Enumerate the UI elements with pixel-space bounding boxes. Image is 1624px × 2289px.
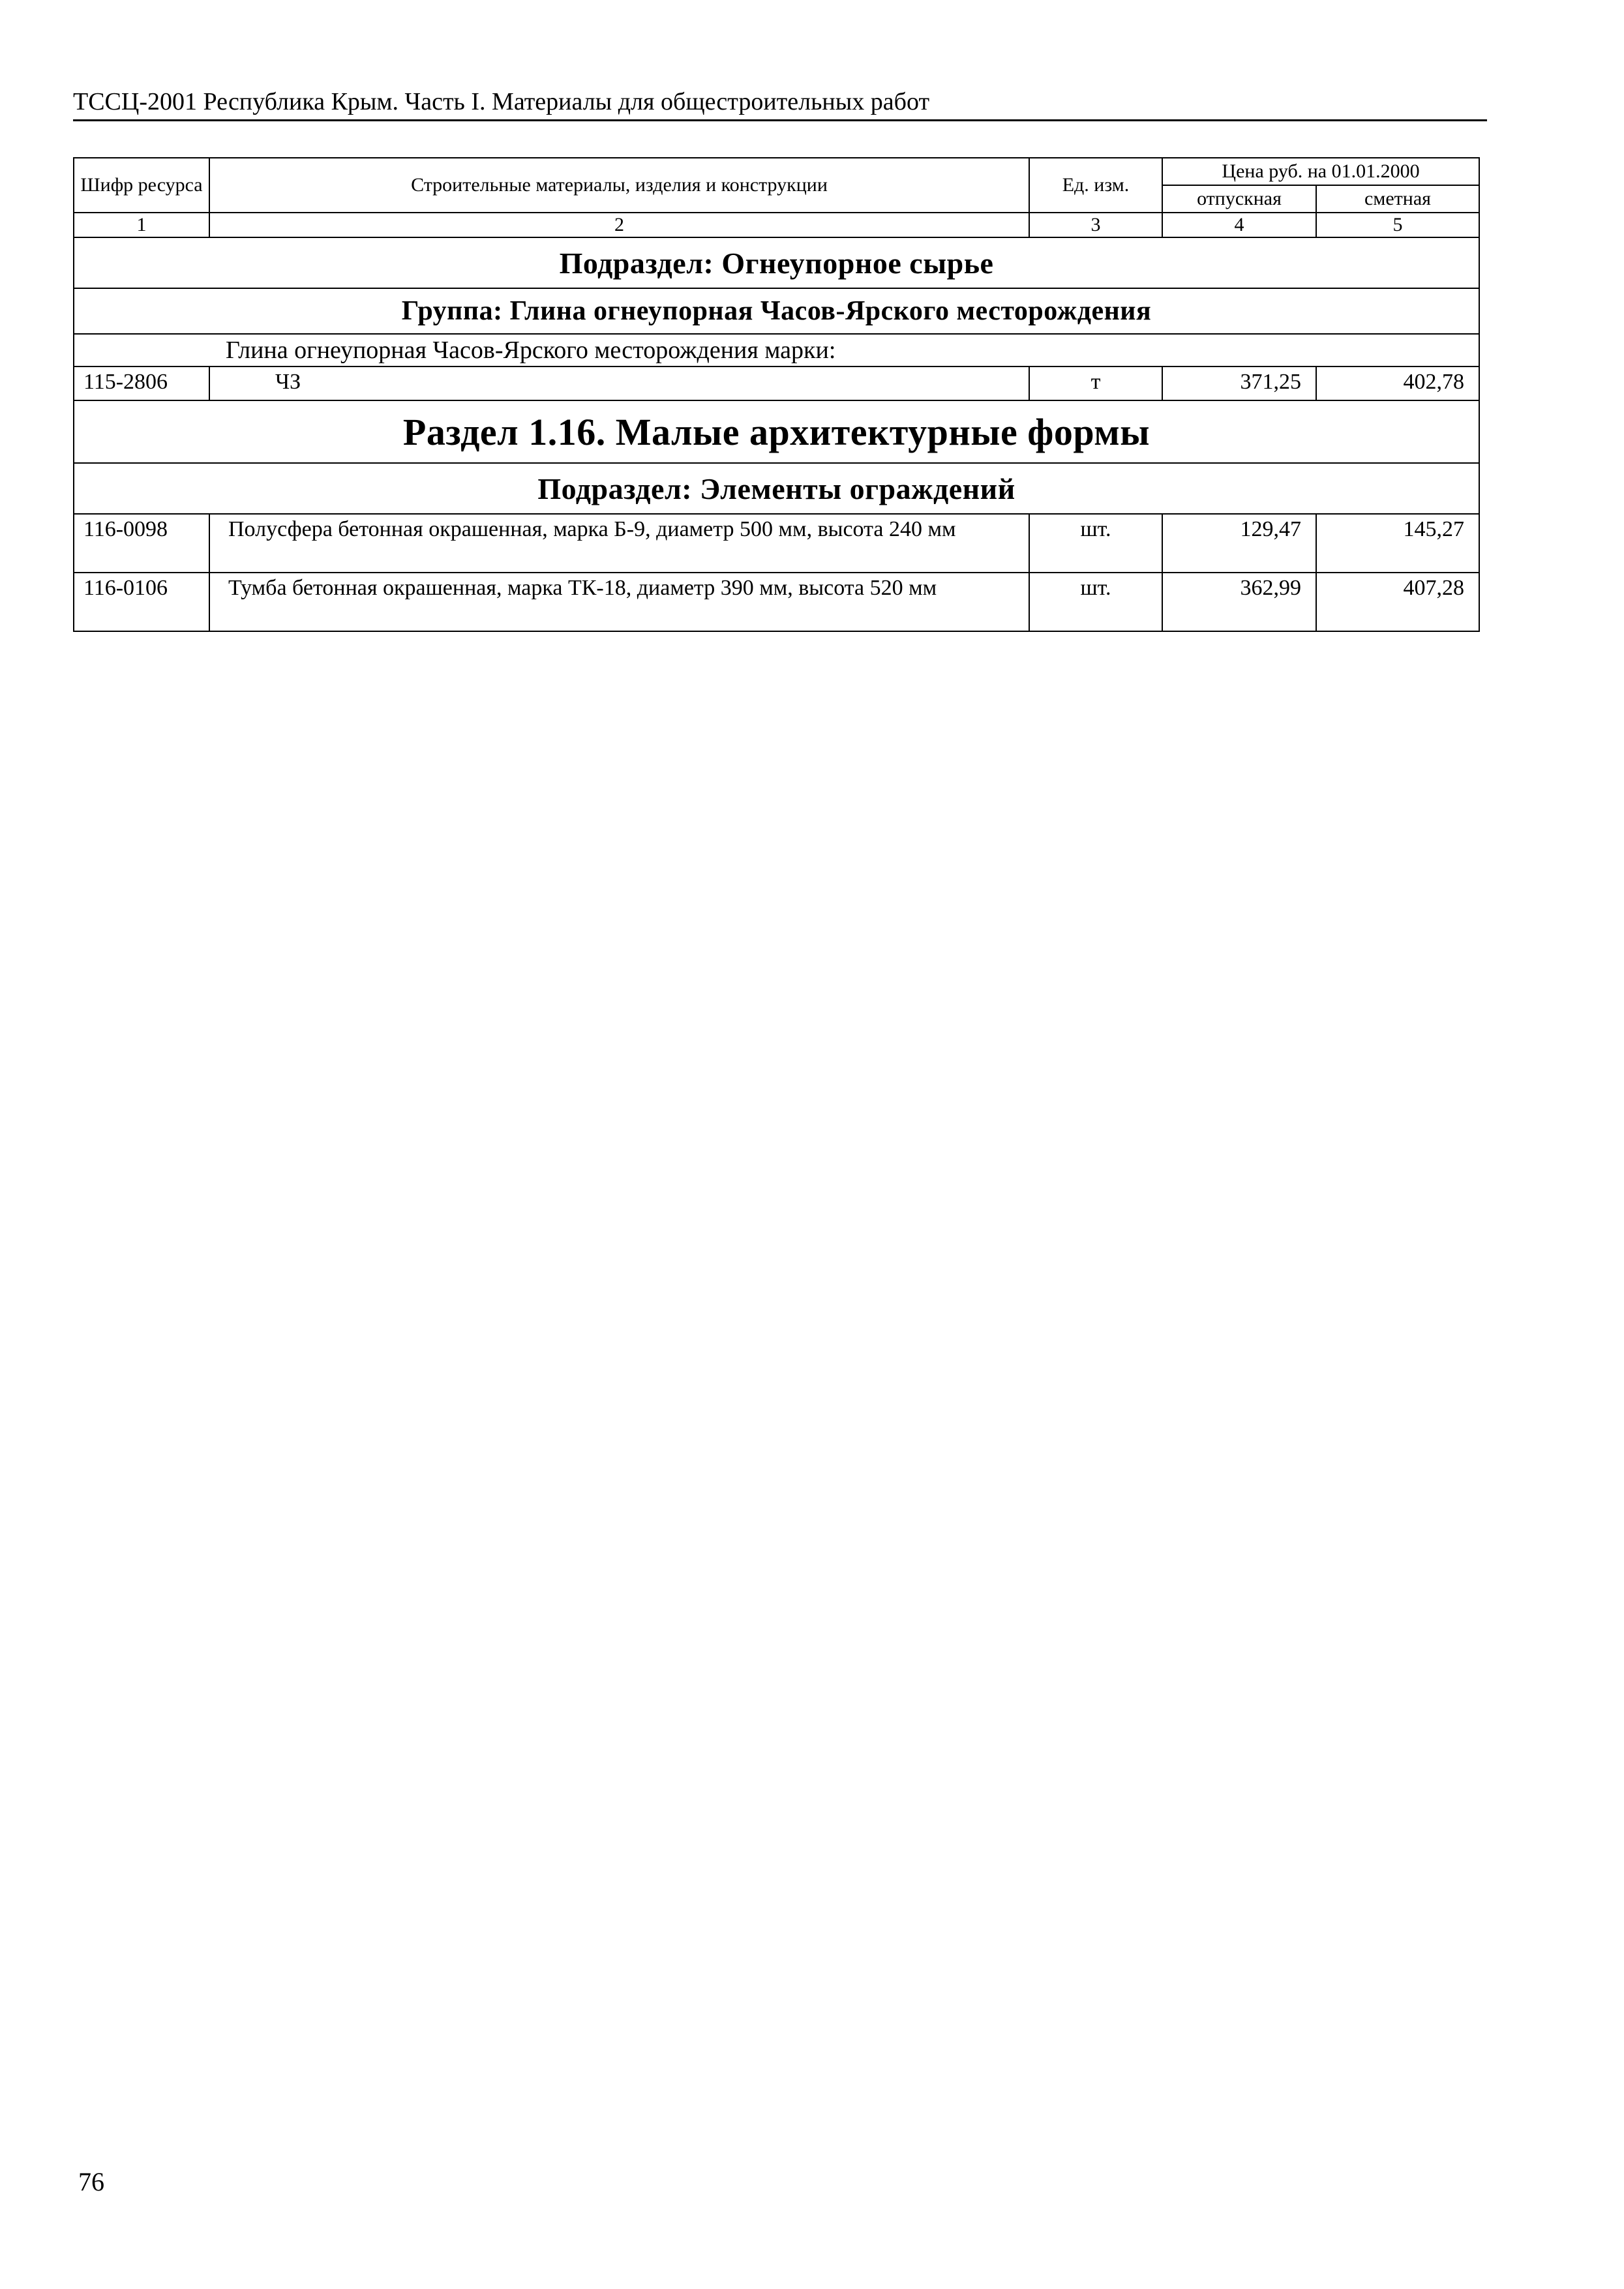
row-price-estimate: 145,27 bbox=[1316, 514, 1479, 573]
column-number-row bbox=[74, 213, 1479, 237]
group-title: Группа: Глина огнеупорная Часов-Ярского месторождения bbox=[74, 288, 1479, 334]
row-price-release: 371,25 bbox=[1162, 367, 1316, 400]
header-code: Шифр ресурса bbox=[74, 158, 209, 213]
row-code: 116-0106 bbox=[74, 573, 209, 631]
row-price-release: 129,47 bbox=[1162, 514, 1316, 573]
header-rule bbox=[73, 119, 1487, 121]
group-row bbox=[74, 288, 1479, 334]
row-name: Полусфера бетонная окрашенная, марка Б-9, диаметр 500 мм, высота 240 мм bbox=[209, 514, 1029, 573]
row-code: 116-0098 bbox=[74, 514, 209, 573]
header-price-estimate: сметная bbox=[1316, 185, 1479, 213]
subsection-row bbox=[74, 237, 1479, 288]
table-row bbox=[74, 573, 1479, 631]
header-unit: Ед. изм. bbox=[1029, 158, 1162, 213]
column-number-3: 3 bbox=[1029, 213, 1162, 237]
row-unit: шт. bbox=[1029, 573, 1162, 631]
row-unit: шт. bbox=[1029, 514, 1162, 573]
column-number-4: 4 bbox=[1162, 213, 1316, 237]
row-name: ЧЗ bbox=[209, 367, 1029, 400]
column-number-2: 2 bbox=[209, 213, 1029, 237]
table-header-row bbox=[74, 158, 1479, 185]
group-intro-row bbox=[74, 334, 1479, 367]
row-price-estimate: 407,28 bbox=[1316, 573, 1479, 631]
subsection-title: Подраздел: Огнеупорное сырье bbox=[74, 237, 1479, 288]
header-price-group: Цена руб. на 01.01.2000 bbox=[1162, 158, 1479, 185]
section-row bbox=[74, 400, 1479, 463]
page-header-title: ТССЦ-2001 Республика Крым. Часть I. Материалы для общестроительных работ bbox=[73, 88, 930, 115]
section-title: Раздел 1.16. Малые архитектурные формы bbox=[74, 400, 1479, 463]
subsection-title: Подраздел: Элементы ограждений bbox=[74, 463, 1479, 514]
header-name: Строительные материалы, изделия и конструкции bbox=[209, 158, 1029, 213]
page-number: 76 bbox=[78, 2167, 104, 2196]
column-number-1: 1 bbox=[74, 213, 209, 237]
subsection-row bbox=[74, 463, 1479, 514]
header-price-release: отпускная bbox=[1162, 185, 1316, 213]
table-row bbox=[74, 514, 1479, 573]
row-price-release: 362,99 bbox=[1162, 573, 1316, 631]
row-code: 115-2806 bbox=[74, 367, 209, 400]
row-name: Тумба бетонная окрашенная, марка ТК-18, диаметр 390 мм, высота 520 мм bbox=[209, 573, 1029, 631]
row-price-estimate: 402,78 bbox=[1316, 367, 1479, 400]
row-unit: т bbox=[1029, 367, 1162, 400]
price-table bbox=[73, 157, 1480, 632]
column-number-5: 5 bbox=[1316, 213, 1479, 237]
table-row bbox=[74, 367, 1479, 400]
group-intro-text: Глина огнеупорная Часов-Ярского месторождения марки: bbox=[226, 337, 836, 364]
